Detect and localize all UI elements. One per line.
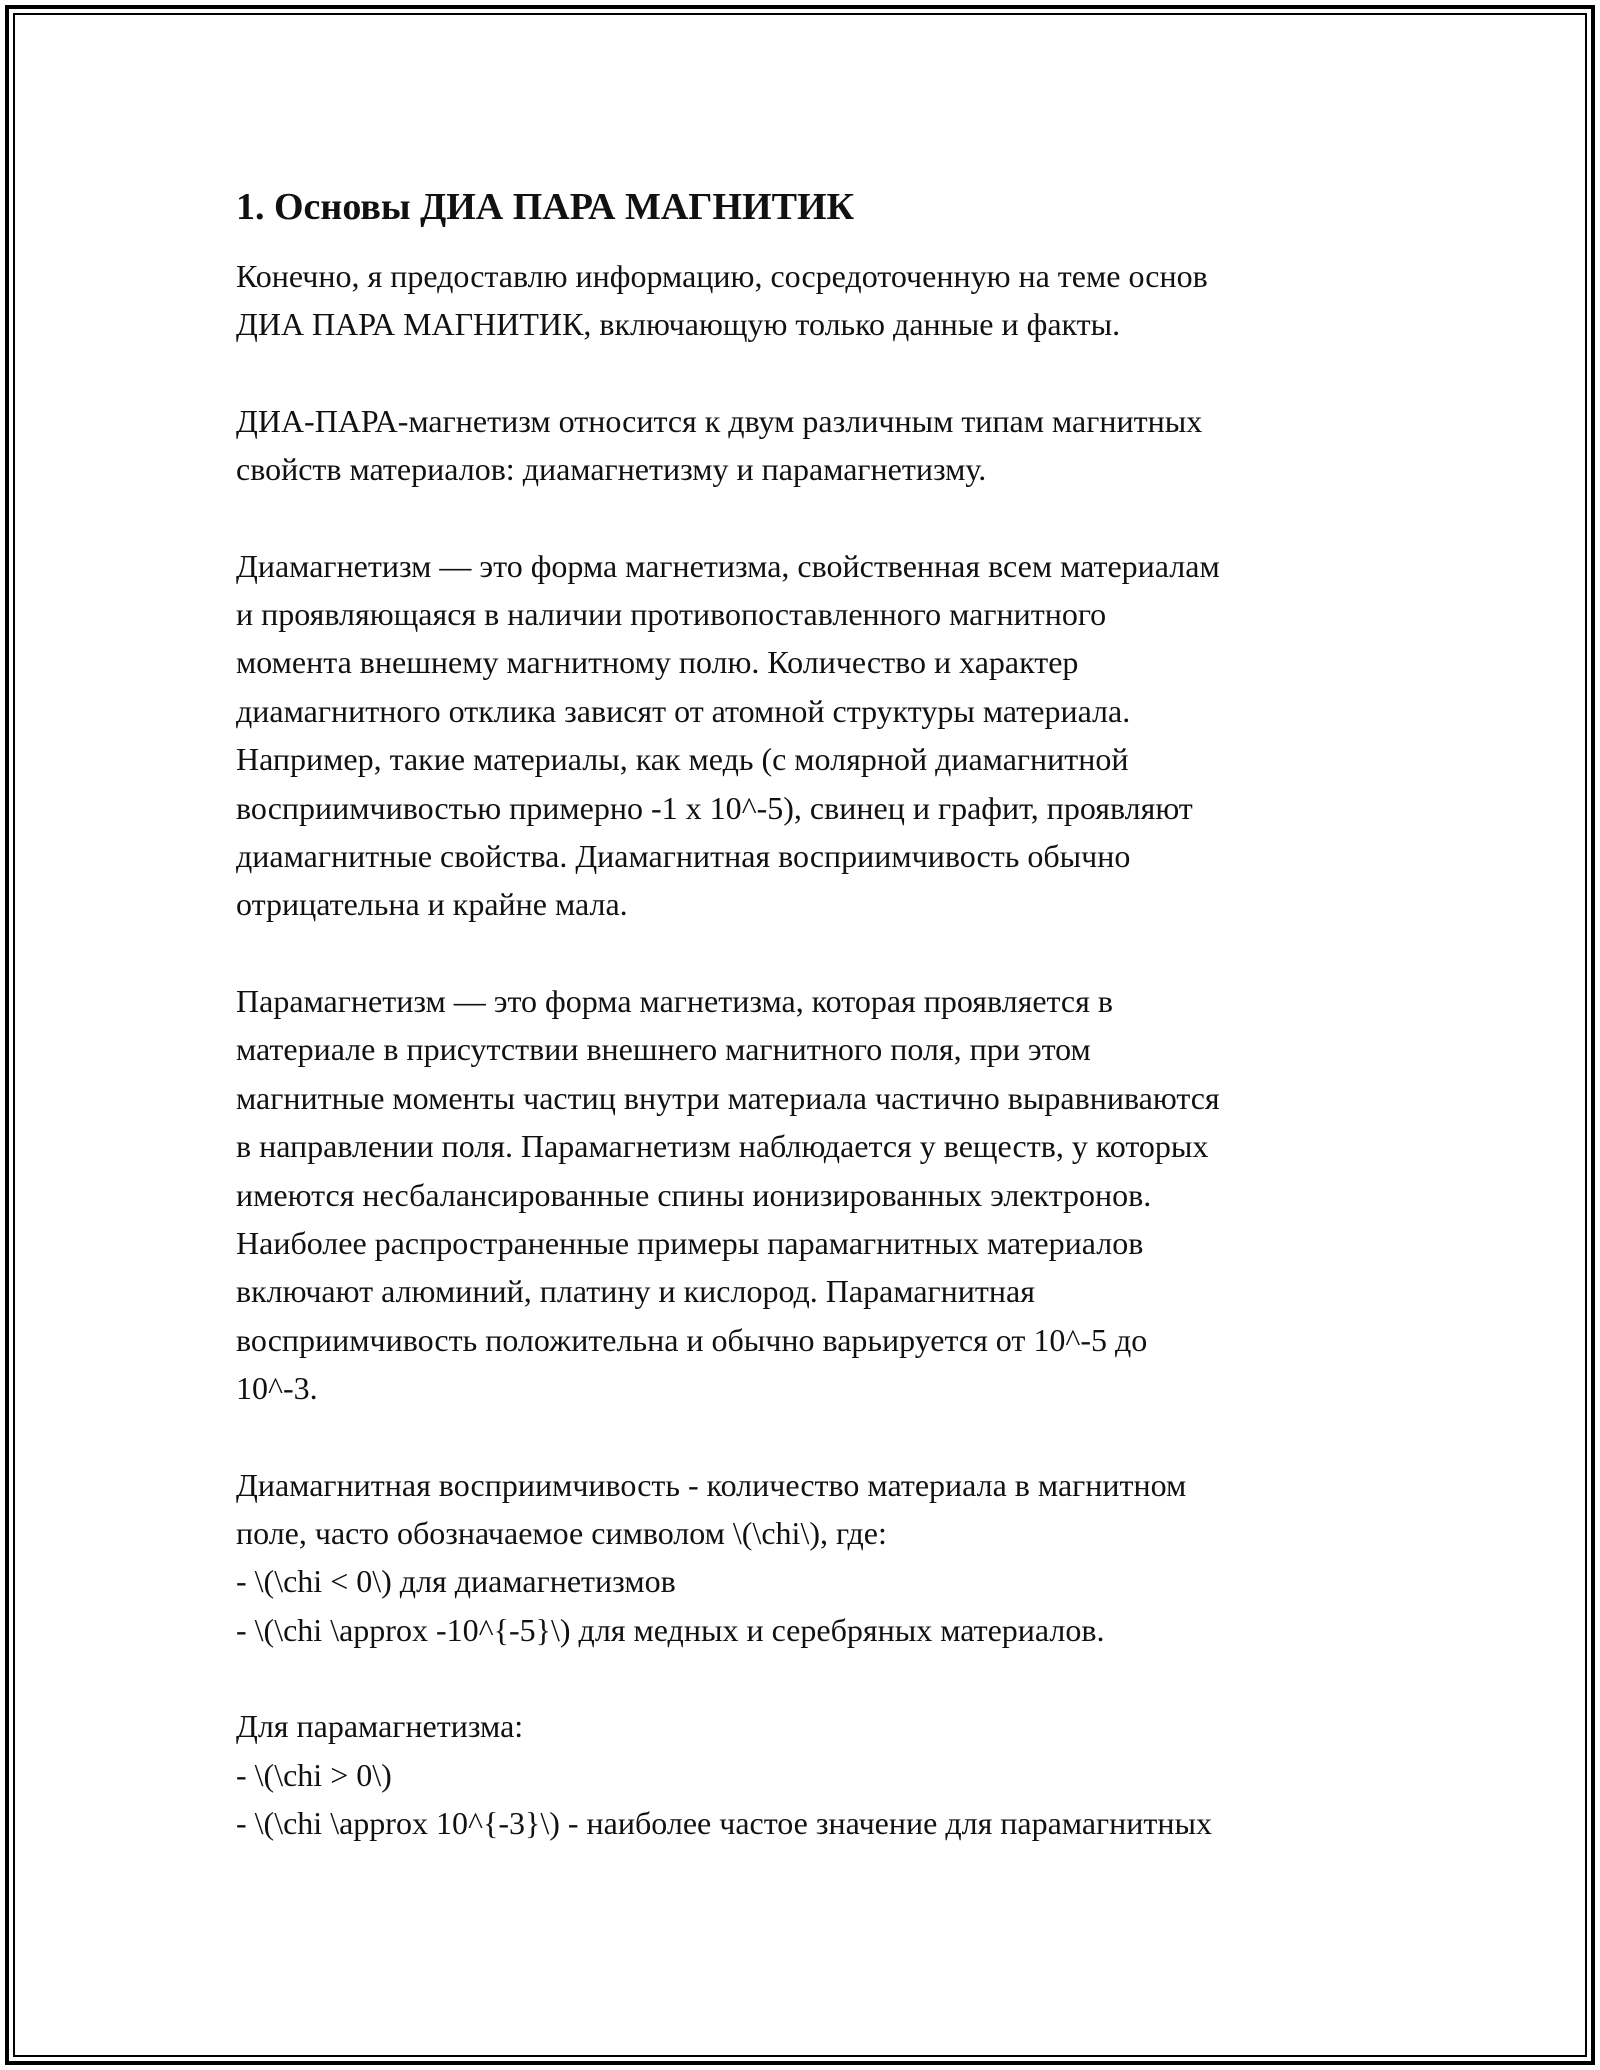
text-line: свойств материалов: диамагнетизму и парамагнетизму. [236,451,987,488]
text-line: диамагнитные свойства. Диамагнитная восприимчивость обычно [236,838,1131,875]
paragraph-intro [236,252,1396,349]
list-item: - \(\chi > 0\) [236,1756,392,1793]
text-line: включают алюминий, платину и кислород. Парамагнитная [236,1273,1035,1310]
text-line: Наиболее распространенные примеры парамагнитных материалов [236,1224,1144,1261]
text-line: Диамагнетизм — это форма магнетизма, свойственная всем материалам [236,547,1220,584]
text-line: Для парамагнетизма: [236,1708,524,1745]
text-line: магнитные моменты частиц внутри материала частично выравниваются [236,1079,1220,1116]
text-line: Диамагнитная восприимчивость - количество материала в магнитном [236,1466,1187,1503]
text-line: поле, часто обозначаемое символом \(\chi\), где: [236,1514,887,1551]
text-line: имеются несбалансированные спины ионизированных электронов. [236,1176,1152,1213]
text-line: ДИА ПАРА МАГНИТИК, включающую только данные и факты. [236,306,1121,343]
list-item: - \(\chi \approx 10^{-3}\) - наиболее частое значение для парамагнитных [236,1804,1213,1841]
text-line: 10^-3. [236,1370,318,1407]
text-line: отрицательна и крайне мала. [236,886,628,923]
list-item: - \(\chi \approx -10^{-5}\) для медных и серебряных материалов. [236,1611,1105,1648]
text-line: и проявляющаяся в наличии противопоставленного магнитного [236,596,1107,633]
paragraph-diamagnetism [236,542,1396,929]
text-line: Конечно, я предоставлю информацию, сосредоточенную на теме основ [236,258,1208,294]
text-line: восприимчивостью примерно -1 x 10^-5), свинец и графит, проявляют [236,789,1193,826]
text-line: Например, такие материалы, как медь (с молярной диамагнитной [236,741,1129,778]
section-heading: 1. Основы ДИА ПАРА МАГНИТИК [236,186,855,228]
paragraph-diamagnetic-susceptibility [236,1461,1396,1655]
text-line: диамагнитного отклика зависят от атомной структуры материала. [236,692,1131,729]
text-line: момента внешнему магнитному полю. Количество и характер [236,644,1079,681]
paragraph-definition [236,397,1396,494]
text-line: материале в присутствии внешнего магнитного поля, при этом [236,1031,1091,1068]
paragraph-paramagnetism [236,977,1396,1413]
text-line: в направлении поля. Парамагнетизм наблюдается у веществ, у которых [236,1128,1209,1165]
text-line: восприимчивость положительна и обычно варьируется от 10^-5 до [236,1321,1148,1358]
text-line: Парамагнетизм — это форма магнетизма, которая проявляется в [236,982,1113,1019]
paragraph-paramagnetic-values [236,1702,1396,1847]
text-line: ДИА-ПАРА-магнетизм относится к двум различным типам магнитных [236,402,1203,439]
list-item: - \(\chi < 0\) для диамагнетизмов [236,1563,676,1600]
document-body [236,183,1396,1895]
